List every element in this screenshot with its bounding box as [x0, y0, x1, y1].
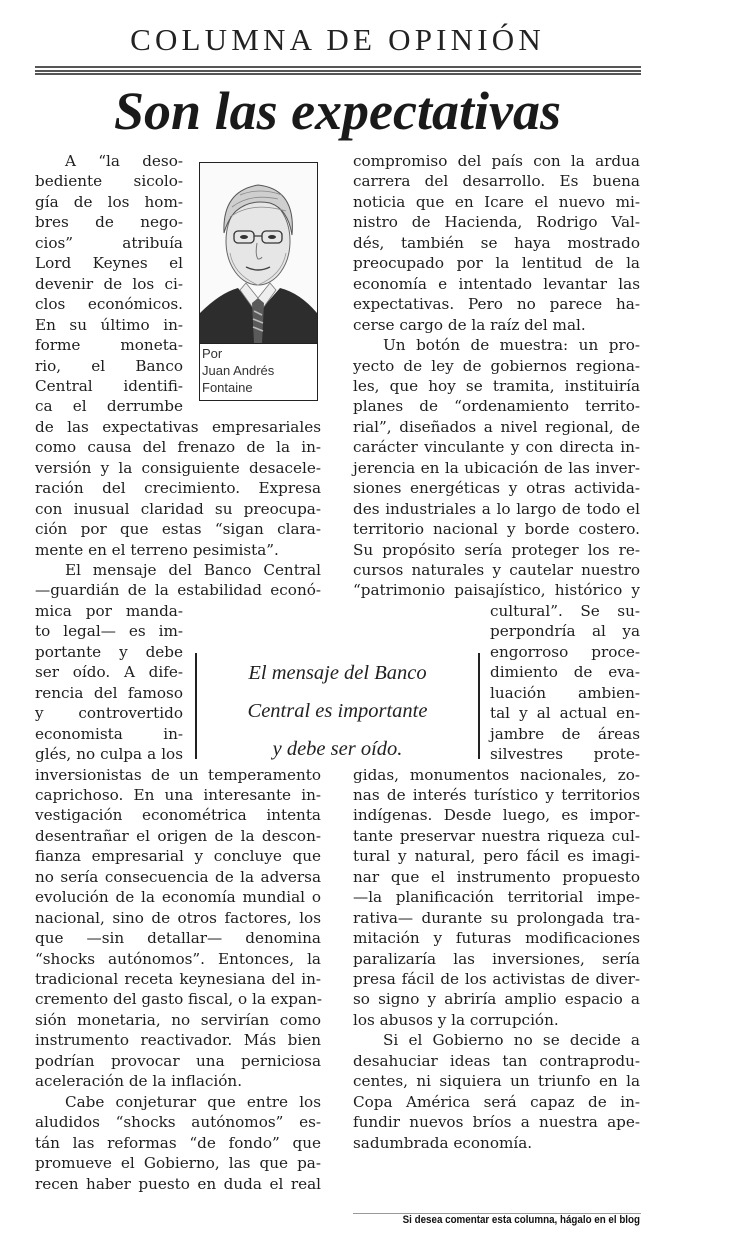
article-line: mitación y futuras modificaciones — [353, 929, 640, 948]
article-line: que —sin detallar— denomina — [35, 929, 321, 948]
pull-quote-line: y debe ser oído. — [272, 738, 403, 760]
article-line: Lord Keynes el — [35, 254, 183, 273]
article-line: mica por manda- — [35, 601, 183, 620]
article-line: nistro de Hacienda, Rodrigo Val- — [353, 213, 640, 232]
article-line: mente en el terreno pesimista”. — [35, 540, 279, 559]
article-line: “shocks autónomos”. Entonces, la — [35, 949, 321, 968]
article-line: Copa América será capaz de in- — [353, 1092, 640, 1111]
article-line: indígenas. Desde luego, es impor- — [353, 806, 640, 825]
article-line: “patrimonio paisajístico, histórico y — [353, 581, 640, 600]
article-line: siones energéticas y otras activida- — [353, 479, 640, 498]
article-line: economista in- — [35, 724, 183, 743]
article-line: fianza empresarial y concluye que — [35, 847, 321, 866]
article-line: expectativas. Pero no parece ha- — [353, 295, 640, 314]
article-line: evolución de la economía mundial o — [35, 888, 321, 907]
article-line: rio, el Banco — [35, 356, 183, 375]
article-line: los abusos y la corrupción. — [353, 1010, 559, 1029]
article-line: aceleración de la inflación. — [35, 1072, 243, 1091]
article-line: gía de los hom- — [35, 192, 183, 211]
pull-quote-rule-right — [478, 653, 480, 759]
article-line: forme moneta- — [35, 336, 183, 355]
article-line: silvestres prote- — [490, 745, 640, 764]
article-line: sión monetaria, no servirían como — [35, 1010, 321, 1029]
article-line: tal y al actual en- — [490, 704, 640, 723]
article-line: compromiso del país con la ardua — [353, 152, 640, 170]
byline-label: Por — [202, 346, 223, 361]
article-line: como causa del frenazo de la in- — [35, 438, 321, 457]
article-line: des industriales a lo largo de todo el — [353, 499, 640, 518]
article-line: de las expectativas empresariales — [35, 417, 321, 436]
header-rule-bottom — [35, 73, 641, 75]
headline: Son las expectativas — [114, 81, 561, 141]
article-line: carrera del desarrollo. Es buena — [353, 172, 640, 191]
article-line: desahuciar ideas tan contraprodu- — [353, 1051, 640, 1070]
article-line: vestigación econométrica intenta — [35, 806, 321, 825]
article-line: bres de nego- — [35, 213, 183, 232]
article-line: cerse cargo de la raíz del mal. — [353, 315, 586, 334]
article-line: Su propósito sería proteger los re- — [353, 540, 640, 559]
article-line: instrumento reactivador. Más bien — [35, 1031, 321, 1050]
article-line: engorroso proce- — [490, 642, 640, 661]
header-rule-middle — [35, 70, 641, 72]
header-rule-top — [35, 66, 641, 68]
article-line: inversionistas de un temperamento — [35, 765, 321, 784]
article-line: ser oído. A dife- — [35, 663, 183, 682]
author-name-last: Fontaine — [202, 380, 253, 395]
article-line: rencia del famoso — [35, 683, 183, 702]
article-line: Central identifi- — [35, 376, 183, 395]
article-line: gidas, monumentos nacionales, zo- — [353, 765, 640, 784]
article-line: ca el derrumbe — [35, 397, 183, 416]
article-line: tante preservar nuestra riqueza cul- — [353, 826, 640, 845]
blog-comment-link[interactable]: Si desea comentar esta columna, hágalo en el blog — [402, 1214, 640, 1226]
article-line: promueve el Gobierno, las que pa- — [35, 1154, 321, 1173]
article-line: cios” atribuía — [35, 233, 183, 252]
article-line: con inusual claridad su preocupa- — [35, 499, 321, 518]
article-line: El mensaje del Banco Central — [65, 561, 321, 579]
article-line: centes, ni siquiera un triunfo en la — [353, 1072, 640, 1091]
article-line: bediente sicolo- — [35, 172, 183, 191]
article-line: y controvertido — [35, 704, 183, 723]
article-line: aludidos “shocks autónomos” es- — [35, 1113, 321, 1132]
article-line: paralizaría las inversiones, sería — [353, 949, 640, 968]
article-line: jambre de áreas — [490, 724, 640, 743]
pull-quote-line: Central es importante — [247, 700, 428, 722]
article-line: Si el Gobierno no se decide a — [383, 1031, 640, 1050]
article-line: perpondría al ya — [490, 622, 640, 641]
article-line: sadumbrada economía. — [353, 1133, 533, 1152]
article-line: fundir nuevos bríos a nuestra ape- — [353, 1113, 640, 1132]
article-line: versión y la consiguiente desacele- — [35, 458, 321, 477]
article-line: carácter vinculante y con directa in- — [353, 438, 640, 457]
article-line: caprichoso. En una interesante in- — [35, 785, 321, 804]
article-line: no sería consecuencia de la adversa — [35, 867, 321, 886]
pull-quote-line: El mensaje del Banco — [248, 662, 427, 684]
article-line: economía e intentado levantar las — [353, 274, 640, 293]
author-name-first: Juan Andrés — [202, 363, 275, 378]
section-kicker: COLUMNA DE OPINIÓN — [130, 22, 545, 57]
article-line: dimiento de eva- — [490, 663, 640, 682]
article-line: les, que hoy se tramita, instituiría — [353, 376, 640, 395]
article-line: A “la deso- — [65, 152, 183, 170]
author-box — [199, 162, 318, 401]
article-line: noticia que en Icare el nuevo mi- — [353, 192, 640, 211]
article-line: cultural”. Se su- — [490, 601, 640, 620]
article-line: podrían provocar una perniciosa — [35, 1051, 321, 1070]
article-line: rativa— durante su prolongada tra- — [353, 908, 640, 927]
article-line: Un botón de muestra: un pro- — [383, 336, 640, 355]
article-line: jerencia en la ubicación de las inver- — [353, 458, 640, 477]
article-line: nas de interés turístico y territorios — [353, 785, 640, 804]
article-line: nar que el instrumento propuesto — [353, 867, 640, 886]
article-line: devenir de los ci- — [35, 274, 183, 293]
article-line: rial”, diseñados a nivel regional, de — [353, 417, 640, 436]
article-line: territorio nacional y borde costero. — [353, 520, 640, 539]
article-line: tán las reformas “de fondo” que — [35, 1133, 321, 1152]
article-line: nacional, sino de otros factores, los — [35, 908, 321, 927]
article-line: tural y natural, pero fácil es imagi- — [353, 847, 640, 866]
article-line: so signo y abriría amplio espacio a — [353, 990, 640, 1009]
article-line: portante y debe — [35, 642, 183, 661]
article-line: tradicional receta keynesiana del in- — [35, 970, 321, 988]
article-line: presa fácil de los activistas de diver- — [353, 970, 640, 988]
article-line: —la planificación territorial impe- — [353, 888, 640, 907]
article-line: cursos naturales y cautelar nuestro — [353, 561, 640, 579]
article-line: En su último in- — [35, 315, 183, 334]
article-line: clos económicos. — [35, 295, 183, 314]
article-line: cremento del gasto fiscal, o la expan- — [35, 990, 322, 1009]
article-line: desentrañar el origen de la descon- — [35, 826, 321, 845]
article-line: to legal— es im- — [35, 622, 183, 641]
article-line: preocupado por la lentitud de la — [353, 254, 640, 273]
author-portrait-icon — [200, 163, 317, 344]
article-line: Cabe conjeturar que entre los — [65, 1092, 321, 1111]
article-line: planes de “ordenamiento territo- — [353, 397, 640, 416]
article-line: ción por que estas “sigan clara- — [35, 520, 321, 539]
article-line: glés, no culpa a los — [35, 745, 183, 764]
article-line: dés, también se haya mostrado — [353, 233, 640, 252]
pull-quote-rule-left — [195, 653, 197, 759]
article-line: luación ambien- — [490, 683, 640, 702]
article-line: ración del crecimiento. Expresa — [35, 479, 321, 498]
article-line: yecto de ley de gobiernos regiona- — [353, 356, 640, 375]
article-line: recen haber puesto en duda el real — [35, 1174, 321, 1193]
article-line: —guardián de la estabilidad econó- — [35, 581, 321, 600]
